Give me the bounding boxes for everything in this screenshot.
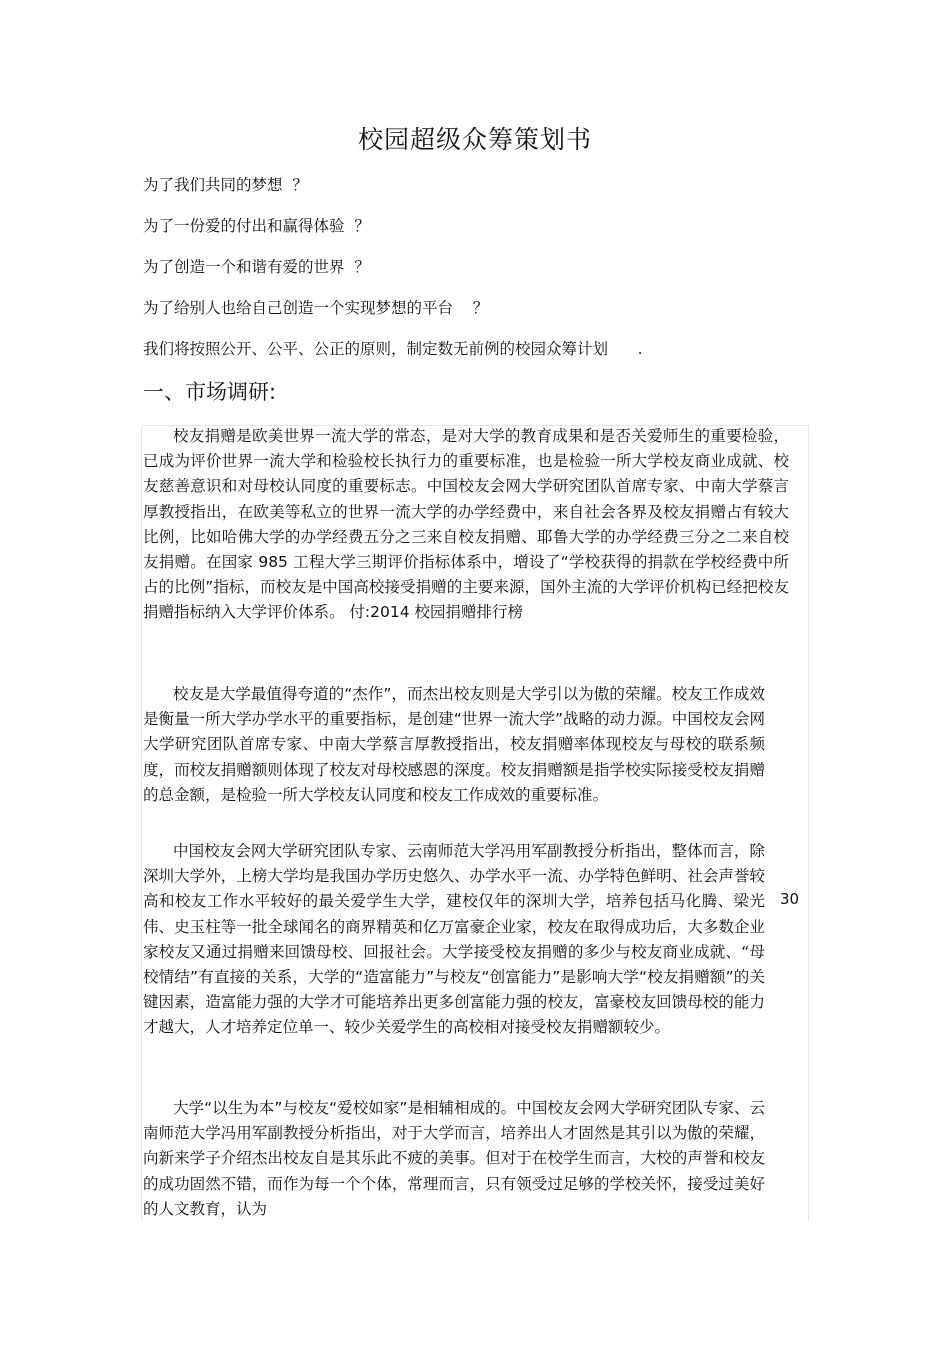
margin-number: 30 (780, 890, 800, 908)
body-paragraph: 校友捐赠是欧美世界一流大学的常态，是对大学的教育成果和是否关爱师生的重要检验，已成为评价世界一流大学和检验校长执行力的重要标准，也是检验一所大学校友商业成就、校友慈善意识和对母校认同度的重要标志。中国校友会网大学研究团队首席专家、中南大学蔡言厚教授指出，在欧美等私立的世界一流大学的办学经费中，来自社会各界及校友捐赠占有较大比例，比如哈佛大学的办学经费五分之三来自校友捐赠、耶鲁大学的办学经费三分之二来自校友捐赠。在国家 985 工程大学三期评价指标体系中，增设了“学校获得的捐款在学校经费中所占的比例”指标，而校友是中国高校接受捐赠的主要来源，国外主流的大学评价机构已经把校友捐赠指标纳入大学评价体系。 付:2014 校园捐赠排行榜 (143, 427, 789, 622)
intro-line: 为了我们共同的梦想 ？ (143, 176, 308, 194)
body-paragraph: 校友是大学最值得夸道的“杰作”，而杰出校友则是大学引以为傲的荣耀。校友工作成效是衡量一所大学办学水平的重要指标，是创建“世界一流大学”战略的动力源。中国校友会网大学研究团队首席专家、中南大学蔡言厚教授指出，校友捐赠率体现校友与母校的联系频度，而校友捐赠额则体现了校友对母校感恩的深度。校友捐赠额是指学校实际接受校友捐赠的总金额，是检验一所大学校友认同度和校友工作成效的重要标准。 (143, 685, 765, 804)
intro-line: 为了给别人也给自己创造一个实现梦想的平台 ？ (143, 299, 489, 317)
body-paragraph: 中国校友会网大学研究团队专家、云南师范大学冯用军副教授分析指出，整体而言，除深圳大学外，上榜大学均是我国办学历史悠久、办学水平一流、办学特色鲜明、社会声誉较高和校友工作水平较好的最关爱学生大学，建校仅年的深圳大学，培养包括马化腾、梁光伟、史玉柱等一批全球闻名的商界精英和亿万富豪企业家，校友在取得成功后，大多数企业家校友又通过捐赠来回馈母校、回报社会。大学接受校友捐赠的多少与校友商业成就、“母校情结”有直接的关系，大学的“造富能力”与校友“创富能力”是影响大学“校友捐赠额”的关键因素，造富能力强的大学才可能培养出更多创富能力强的校友，富豪校友回馈母校的能力才越大，人才培养定位单一、较少关爱学生的高校相对接受校友捐赠额较少。 (143, 842, 765, 1037)
intro-line: 为了一份爱的付出和赢得体验 ？ (143, 217, 370, 235)
intro-line: 为了创造一个和谐有爱的世界 ？ (143, 258, 370, 276)
section-heading: 一、市场调研: (143, 380, 277, 404)
intro-line: 我们将按照公开、公平、公正的原则，制定数无前例的校园众筹计划 . (143, 340, 643, 358)
body-paragraph: 大学“以生为本”与校友“爱校如家”是相辅相成的。中国校友会网大学研究团队专家、云南师范大学冯用军副教授分析指出，对于大学而言，培养出人才固然是其引以为傲的荣耀，向新来学子介绍杰出校友自是其乐此不疲的美事。但对于在校学生而言，大校的声誉和校友的成功固然不错，而作为每一个个体，常理而言，只有领受过足够的学校关怀，接受过美好的人文教育，认为 (143, 1099, 765, 1218)
document-title: 校园超级众筹策划书 (357, 125, 592, 154)
